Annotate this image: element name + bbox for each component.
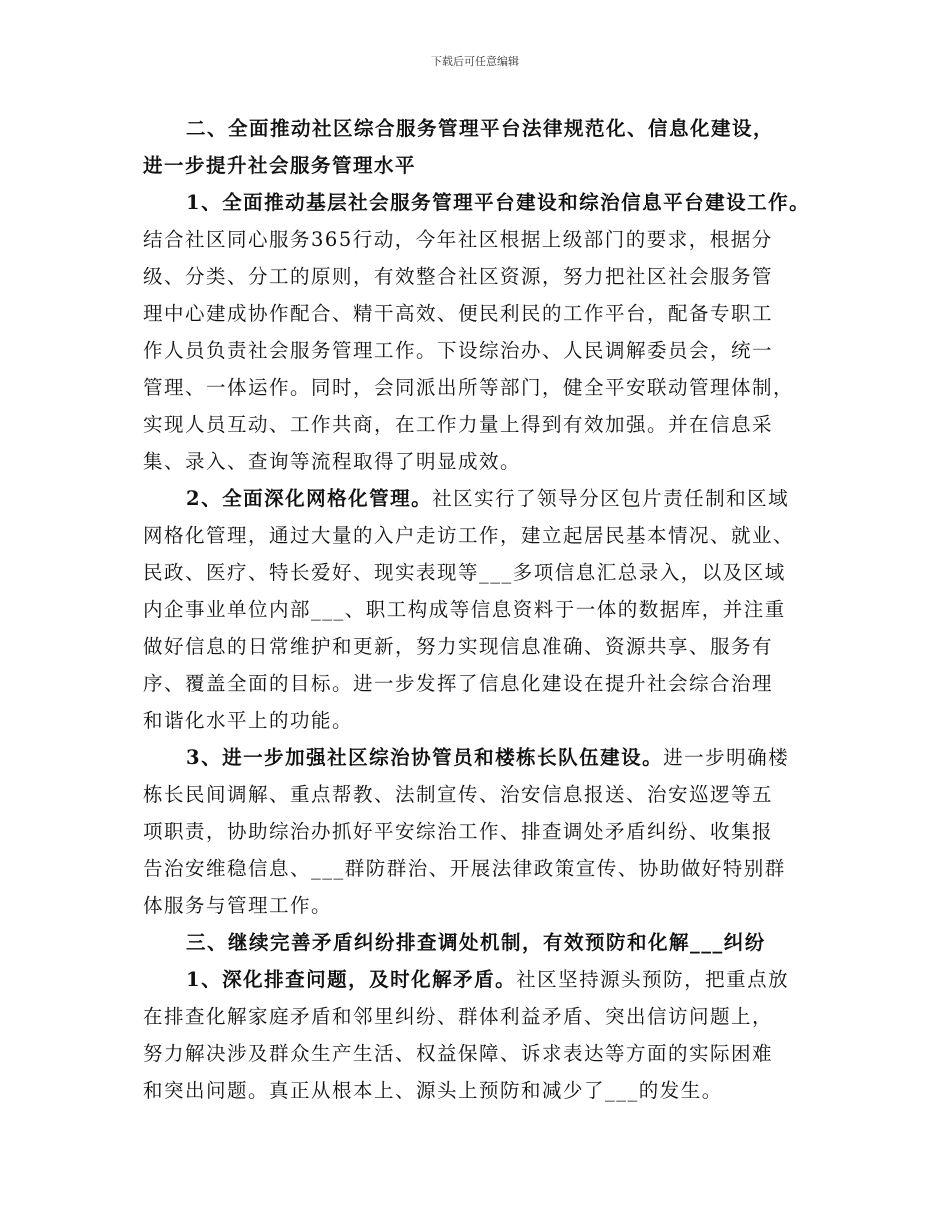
paragraph-item-2 (143, 480, 823, 739)
text-line: 和谐化水平上的功能。 (143, 709, 354, 732)
text-line: 实现人员互动、工作共商，在工作力量上得到有效加强。并在信息采 (143, 413, 774, 436)
text-line: 结合社区同心服务365行动，今年社区根据上级部门的要求，根据分 (143, 228, 773, 251)
section-3-heading (143, 924, 823, 961)
document-body (143, 110, 823, 1109)
text-line: 网格化管理，通过大量的入户走访工作，建立起居民基本情况、就业、 (143, 524, 795, 547)
text-line: 告治安维稳信息、___群防群治、开展法律政策宣传、协助做好特别群 (143, 857, 786, 880)
text-line: 民政、医疗、特长爱好、现实表现等___多项信息汇总录入，以及区域 (143, 561, 786, 584)
item-title: 2、全面深化网格化管理。 (186, 487, 433, 510)
item-first-line (143, 961, 823, 998)
item-text: 社区坚持源头预防，把重点放 (516, 968, 790, 991)
paragraph-item-1 (143, 184, 823, 480)
heading-line: 三、继续完善矛盾纠纷排查调处机制，有效预防和化解___纠纷 (186, 931, 766, 954)
item-text: 社区实行了领导分区包片责任制和区域 (432, 487, 790, 510)
heading-line: 进一步提升社会服务管理水平 (143, 154, 417, 177)
item-first-line (143, 739, 823, 776)
text-line: 理中心建成协作配合、精干高效、便民利民的工作平台，配备专职工 (143, 302, 774, 325)
text-line: 在排查化解家庭矛盾和邻里纠纷、群体利益矛盾、突出信访问题上， (143, 1005, 774, 1028)
text-line: 体服务与管理工作。 (143, 894, 333, 917)
item-title: 3、进一步加强社区综治协管员和楼栋长队伍建设。 (186, 746, 664, 769)
text-line: 项职责，协助综治办抓好平安综治工作、排查调处矛盾纠纷、收集报 (143, 820, 774, 843)
item-text: 进一步明确楼 (663, 746, 790, 769)
text-line: 集、录入、查询等流程取得了明显成效。 (143, 450, 522, 473)
text-line: 栋长民间调解、重点帮教、法制宣传、治安信息报送、治安巡逻等五 (143, 783, 774, 806)
item-title: 1、深化排查问题，及时化解矛盾。 (186, 968, 517, 991)
text-line: 管理、一体运作。同时，会同派出所等部门，健全平安联动管理体制， (143, 376, 795, 399)
item-title: 1、全面推动基层社会服务管理平台建设和综治信息平台建设工作。 (186, 191, 811, 214)
text-line: 努力解决涉及群众生产生活、权益保障、诉求表达等方面的实际困难 (143, 1042, 774, 1065)
text-line: 做好信息的日常维护和更新，努力实现信息准确、资源共享、服务有 (143, 635, 774, 658)
item-first-line (143, 480, 823, 517)
heading-line: 二、全面推动社区综合服务管理平台法律规范化、信息化建设， (186, 117, 775, 140)
paragraph-item-3 (143, 739, 823, 924)
paragraph-item-4 (143, 961, 823, 1109)
text-line: 级、分类、分工的原则，有效整合社区资源，努力把社区社会服务管 (143, 265, 774, 288)
text-line: 和突出问题。真正从根本上、源头上预防和减少了___的发生。 (143, 1079, 723, 1102)
page-header: 下载后可任意编辑 (431, 55, 519, 68)
text-line: 内企事业单位内部___、职工构成等信息资料于一体的数据库，并注重 (143, 598, 786, 621)
section-2-heading (143, 110, 823, 184)
text-line: 作人员负责社会服务管理工作。下设综治办、人民调解委员会，统一 (143, 339, 774, 362)
text-line: 序、覆盖全面的目标。进一步发挥了信息化建设在提升社会综合治理 (143, 672, 774, 695)
